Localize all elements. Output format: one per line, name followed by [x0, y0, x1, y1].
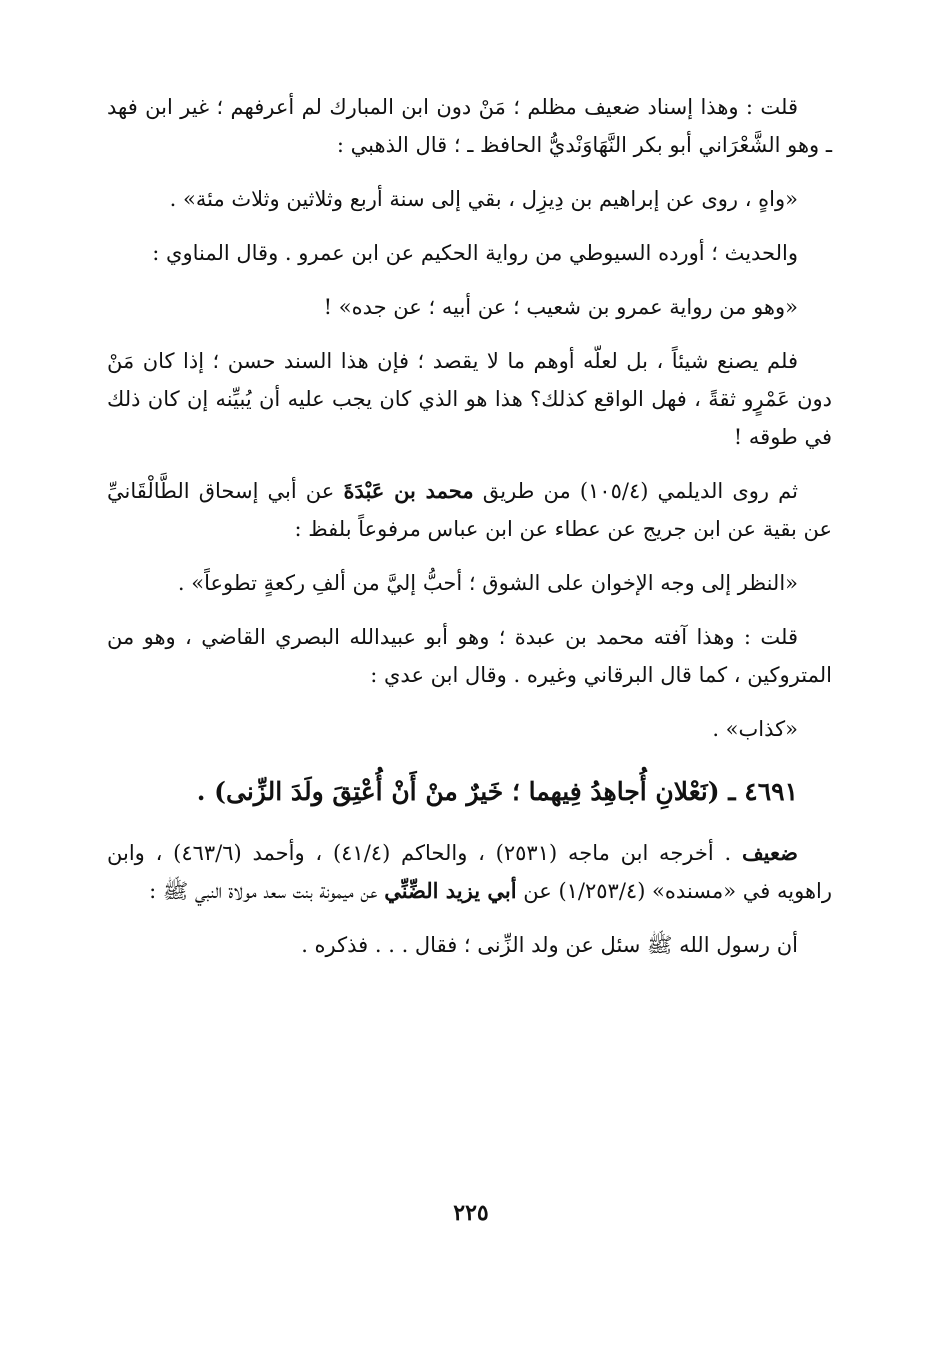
text-segment: . أخرجه ابن ماجه (٢٥٣١) ، والحاكم (٤١/٤) ، وأحمد (٤٦٣/٦) ، وابن راهويه في «مسنده» (١/٢٥٣/٤) عن [107, 841, 832, 903]
quotation: «النظر إلى وجه الإخوان على الشوق ؛ أحبُّ إليَّ من ألفِ ركعةٍ تطوعاً» . [177, 571, 798, 595]
paragraph [107, 834, 832, 910]
page-body [107, 88, 832, 980]
paragraph [107, 472, 832, 548]
quotation: «واهٍ ، روى عن إبراهيم بن دِيزِل ، بقي إلى سنة أربع وثلاثين وثلاث مئة» . [169, 187, 798, 211]
text-segment: عن أبي إسحاق الطَّالْقَانيِّ عن بقية عن ابن جريج عن عطاء عن ابن عباس مرفوعاً بلفظ : [107, 479, 832, 541]
quotation: «وهو من رواية عمرو بن شعيب ؛ عن أبيه ؛ عن جده» ! [323, 295, 798, 319]
paragraph: فلم يصنع شيئاً ، بل لعلّه أوهم ما لا يقصد ؛ فإن هذا السند حسن ؛ إذا كان مَنْ دون عَمْرٍو ثقةً ، فهل الواقع كذلك؟ هذا هو الذي كان يجب عليه أن يُبيِّنه إن كان ذلك في طوقه ! [107, 349, 833, 449]
paragraph: والحديث ؛ أورده السيوطي من رواية الحكيم عن ابن عمرو . وقال المناوي : [152, 241, 798, 265]
text-segment: عن ميمونة بنت سعد مولاة النبي ﷺ : [149, 879, 385, 903]
grading-label: ضعيف [741, 840, 798, 865]
narrator-name: أبي يزيد الضِّنِّي [384, 878, 517, 903]
text-segment: ثم روى الديلمي (١٠٥/٤) من طريق [473, 479, 798, 503]
paragraph: قلت : وهذا آفته محمد بن عبدة ؛ وهو أبو عبيدالله البصري القاضي ، وهو من المتروكين ، كما قال البرقاني وغيره . وقال ابن عدي : [107, 625, 832, 687]
paragraph: قلت : وهذا إسناد ضعيف مظلم ؛ مَنْ دون ابن المبارك لم أعرفهم ؛ غير ابن فهد ـ وهو الشَّعْرَاني أبو بكر النَّهَاوَنْديُّ الحافظ ـ ؛ قال الذهبي : [107, 95, 832, 157]
narrator-name: محمد بن عَبْدَةَ [343, 478, 474, 503]
quotation: أن رسول الله ﷺ سئل عن ولد الزِّنى ؛ فقال . . . فذكره . [301, 933, 798, 957]
hadith-heading: ٤٦٩١ ـ (نَعْلانِ أُجاهِدُ فِيهما ؛ خَيرٌ منْ أَنْ أُعْتِقَ ولَدَ الزِّنى) . [196, 777, 798, 806]
quotation: «كذاب» . [712, 717, 798, 741]
page-number: ٢٢٥ [453, 1200, 489, 1226]
